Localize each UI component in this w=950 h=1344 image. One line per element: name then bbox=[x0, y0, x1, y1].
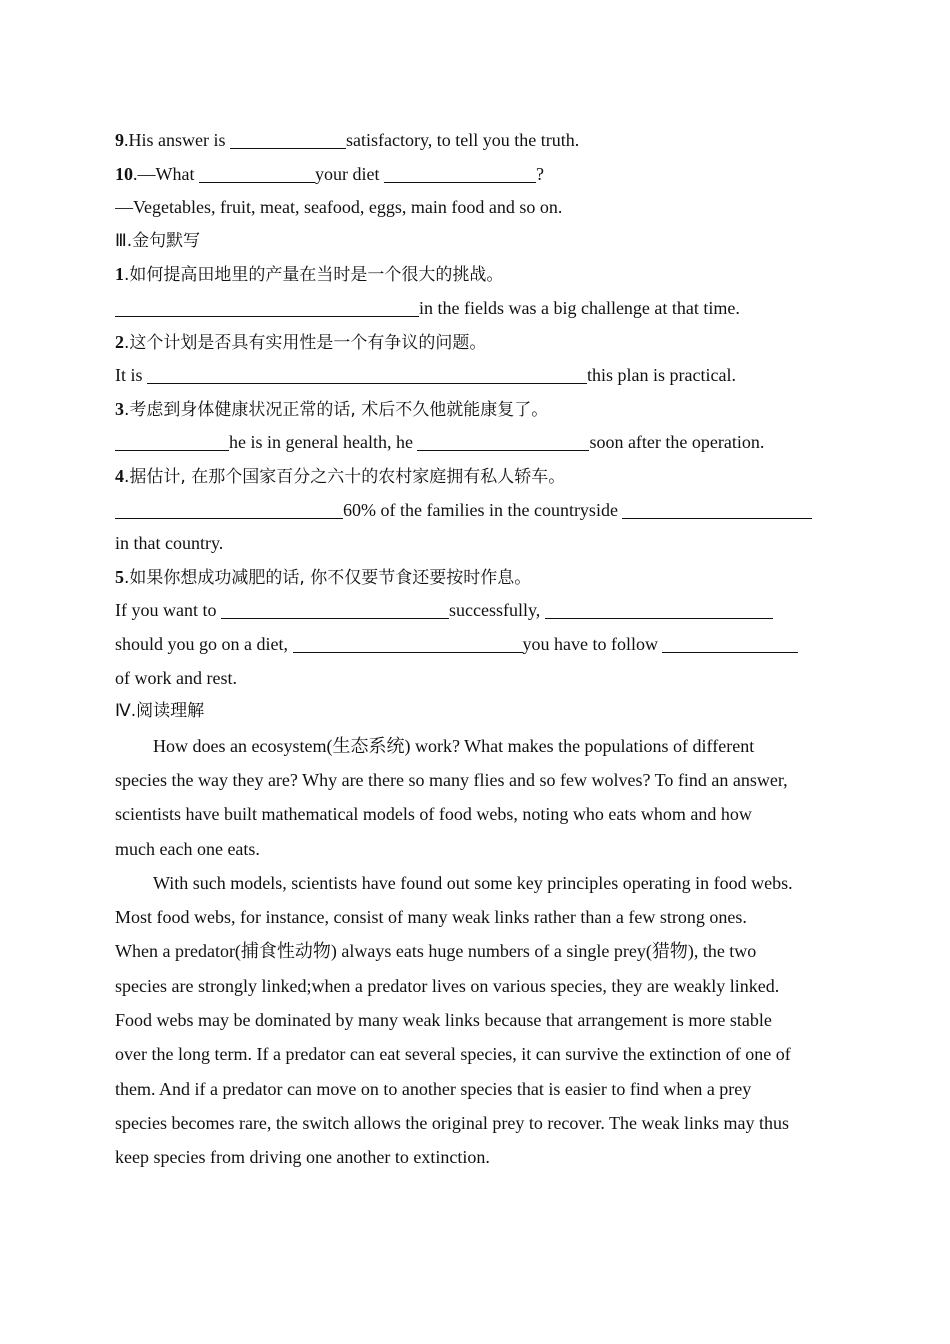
sentence-1-translation bbox=[115, 292, 837, 326]
answer-blank[interactable] bbox=[221, 602, 449, 619]
english-text: you have to follow bbox=[522, 633, 663, 654]
english-text: successfully, bbox=[448, 600, 545, 621]
answer-blank[interactable] bbox=[115, 434, 229, 451]
passage-line: them. And if a predator can move on to another species that is easier to find when a prey bbox=[115, 1078, 752, 1099]
sentence-4-translation-cont: in that country. bbox=[115, 533, 224, 554]
passage-line: much each one eats. bbox=[115, 838, 260, 859]
answer-blank[interactable] bbox=[384, 166, 536, 183]
chinese-sentence: .如何提高田地里的产量在当时是一个很大的挑战。 bbox=[124, 265, 504, 286]
question-number: 10 bbox=[115, 163, 133, 184]
passage-line: How does an ecosystem(生态系统) work? What makes the populations of different bbox=[153, 735, 755, 756]
sentence-4-prompt bbox=[115, 460, 837, 494]
answer-blank[interactable] bbox=[115, 502, 343, 519]
section-title: Ⅲ.金句默写 bbox=[115, 230, 201, 251]
question-text: satisfactory, to tell you the truth. bbox=[346, 130, 580, 150]
passage-line: With such models, scientists have found out some key principles operating in food webs. bbox=[153, 872, 793, 893]
sentence-3-translation bbox=[115, 426, 837, 460]
question-number: 4 bbox=[115, 465, 124, 486]
english-text: should you go on a diet, bbox=[115, 633, 293, 654]
question-text: .His answer is bbox=[124, 130, 230, 150]
chinese-sentence: .考虑到身体健康状况正常的话, 术后不久他就能康复了。 bbox=[124, 399, 549, 420]
question-number: 5 bbox=[115, 566, 124, 587]
answer-blank[interactable] bbox=[662, 636, 798, 653]
answer-blank[interactable] bbox=[622, 502, 812, 519]
english-text: he is in general health, he bbox=[229, 432, 418, 453]
sentence-5-prompt bbox=[115, 561, 837, 595]
answer-blank[interactable] bbox=[199, 166, 315, 183]
answer-blank[interactable] bbox=[115, 300, 419, 317]
answer-blank[interactable] bbox=[230, 132, 346, 149]
question-10-answer: —Vegetables, fruit, meat, seafood, eggs, main food and so on. bbox=[115, 197, 563, 218]
answer-blank[interactable] bbox=[293, 636, 523, 653]
answer-blank[interactable] bbox=[545, 602, 773, 619]
passage-line: species the way they are? Why are there so many flies and so few wolves? To find an answer, bbox=[115, 769, 788, 790]
question-number: 3 bbox=[115, 398, 124, 419]
question-10 bbox=[115, 158, 837, 192]
passage-line: over the long term. If a predator can eat several species, it can survive the extinction of one of bbox=[115, 1044, 791, 1065]
sentence-2-prompt bbox=[115, 326, 837, 360]
question-number: 9 bbox=[115, 130, 124, 150]
question-text: your diet bbox=[314, 163, 384, 184]
english-text: in the fields was a big challenge at that time. bbox=[419, 297, 740, 318]
sentence-5-translation-end: of work and rest. bbox=[115, 667, 237, 688]
question-text: ? bbox=[535, 163, 544, 184]
sentence-4-translation bbox=[115, 494, 837, 528]
sentence-5-translation bbox=[115, 594, 837, 628]
sentence-3-prompt bbox=[115, 393, 837, 427]
passage-line: species becomes rare, the switch allows the original prey to recover. The weak links may thus bbox=[115, 1112, 789, 1133]
chinese-sentence: .据估计, 在那个国家百分之六十的农村家庭拥有私人轿车。 bbox=[124, 466, 566, 487]
passage-line: scientists have built mathematical models of food webs, noting who eats whom and how bbox=[115, 804, 752, 825]
question-number: 1 bbox=[115, 264, 124, 285]
reading-passage bbox=[115, 729, 837, 1175]
sentence-5-translation-cont bbox=[115, 628, 837, 662]
question-number: 2 bbox=[115, 331, 124, 352]
passage-line: When a predator(捕食性动物) always eats huge numbers of a single prey(猎物), the two bbox=[115, 941, 757, 962]
passage-line: species are strongly linked;when a predator lives on various species, they are weakly linked. bbox=[115, 975, 780, 996]
english-text: It is bbox=[115, 365, 148, 386]
section-title: Ⅳ.阅读理解 bbox=[115, 701, 205, 722]
english-text: soon after the operation. bbox=[589, 432, 765, 453]
chinese-sentence: .如果你想成功减肥的话, 你不仅要节食还要按时作息。 bbox=[124, 567, 532, 588]
passage-line: Most food webs, for instance, consist of many weak links rather than a few strong ones. bbox=[115, 907, 747, 928]
worksheet-page bbox=[115, 124, 837, 1175]
chinese-sentence: .这个计划是否具有实用性是一个有争议的问题。 bbox=[124, 332, 487, 353]
sentence-1-prompt bbox=[115, 258, 837, 292]
english-text: this plan is practical. bbox=[587, 365, 736, 386]
passage-line: keep species from driving one another to extinction. bbox=[115, 1147, 490, 1168]
english-text: If you want to bbox=[115, 600, 221, 621]
english-text: 60% of the families in the countryside bbox=[343, 499, 623, 520]
sentence-2-translation bbox=[115, 359, 837, 393]
question-text: .—What bbox=[133, 163, 199, 184]
answer-blank[interactable] bbox=[147, 367, 587, 384]
passage-line: Food webs may be dominated by many weak links because that arrangement is more stable bbox=[115, 1010, 772, 1031]
question-9 bbox=[115, 124, 837, 158]
answer-blank[interactable] bbox=[417, 434, 589, 451]
